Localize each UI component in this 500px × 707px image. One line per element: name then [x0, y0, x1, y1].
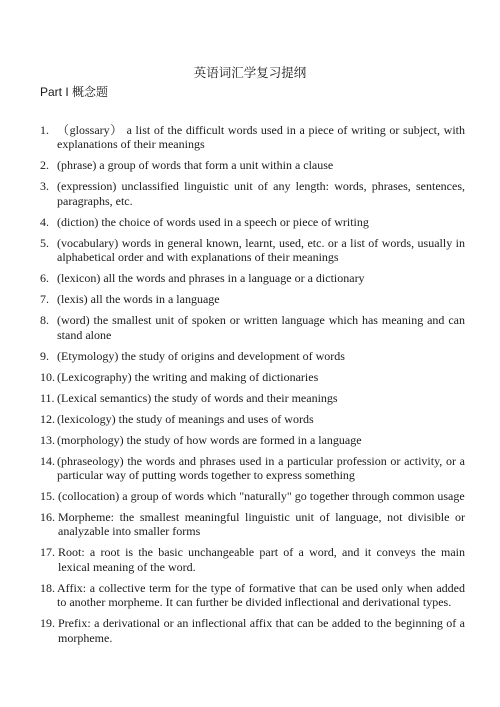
- item-text: Affix: a collective term for the type of formative that can be used only when added to another morpheme. It can further be divided inflectional and derivational types.: [57, 580, 465, 610]
- item-text: （glossary） a list of the difficult words used in a piece of writing or subject, with explanations of their meanings: [57, 123, 465, 152]
- list-item: [40, 412, 465, 426]
- item-number: 15.: [40, 489, 58, 504]
- item-text: (vocabulary) words in general known, learnt, used, etc. or a list of words, usually in alphabetical order and with explanations of their meanings: [57, 235, 465, 265]
- list-item: [40, 215, 465, 229]
- list-item: [40, 236, 465, 265]
- item-number: 10.: [40, 369, 55, 384]
- item-text: (morphology) the study of how words are formed in a language: [57, 432, 362, 447]
- list-item: [40, 313, 465, 342]
- item-number: 18.: [40, 580, 55, 595]
- list-item: [40, 349, 465, 363]
- list-item: [40, 370, 465, 384]
- item-text: (lexicon) all the words and phrases in a language or a dictionary: [57, 271, 365, 286]
- item-number: 16.: [40, 510, 58, 525]
- item-text: Morpheme: the smallest meaningful linguistic unit of language, not divisible or analyzable into smaller forms: [58, 510, 465, 539]
- list-item: [40, 292, 465, 306]
- list-item: [40, 545, 465, 574]
- item-text: (word) the smallest unit of spoken or written language which has meaning and can stand alone: [57, 313, 465, 342]
- item-number: 11.: [40, 390, 55, 405]
- item-number: 1.: [40, 123, 52, 137]
- item-text: Prefix: a derivational or an inflectional affix that can be added to the beginning of a morpheme.: [58, 616, 465, 645]
- item-text: (lexicology) the study of meanings and uses of words: [57, 411, 314, 426]
- list-item: [40, 179, 465, 208]
- item-number: 14.: [40, 453, 55, 468]
- list-item: [40, 489, 465, 503]
- list-item: [40, 158, 465, 172]
- item-number: 7.: [40, 292, 52, 307]
- item-number: 13.: [40, 432, 55, 447]
- item-text: (phrase) a group of words that form a unit within a clause: [57, 158, 334, 173]
- list-item: [40, 581, 465, 610]
- list-item: [40, 271, 465, 285]
- item-number: 12.: [40, 411, 55, 426]
- list-item: [40, 433, 465, 447]
- item-number: 9.: [40, 348, 52, 363]
- item-text: (Lexical semantics) the study of words and their meanings: [57, 390, 338, 405]
- item-number: 4.: [40, 214, 52, 229]
- item-text: (lexis) all the words in a language: [57, 292, 220, 307]
- list-item: [40, 123, 465, 152]
- item-text: (Etymology) the study of origins and development of words: [57, 348, 345, 363]
- item-number: 6.: [40, 271, 52, 286]
- page-title: 英语词汇学复习提纲: [193, 65, 307, 80]
- list-item: [40, 391, 465, 405]
- part-heading: Part I 概念题: [40, 85, 109, 99]
- item-number: 2.: [40, 158, 52, 173]
- list-item: [40, 616, 465, 645]
- item-text: (diction) the choice of words used in a speech or piece of writing: [57, 214, 369, 229]
- item-text: (phraseology) the words and phrases used in a particular profession or activity, or a particular way of putting words together to express something: [57, 453, 465, 483]
- item-text: (collocation) a group of words which "naturally" go together through common usage: [58, 489, 465, 504]
- list-item: [40, 510, 465, 539]
- item-number: 17.: [40, 545, 58, 560]
- definition-list: [40, 123, 465, 652]
- item-text: (Lexicography) the writing and making of dictionaries: [57, 369, 319, 384]
- item-text: (expression) unclassified linguistic unit of any length: words, phrases, sentences, paragraphs, etc.: [57, 179, 465, 208]
- list-item: [40, 454, 465, 483]
- item-text: Root: a root is the basic unchangeable part of a word, and it conveys the main lexical meaning of the word.: [58, 545, 465, 574]
- item-number: 19.: [40, 616, 58, 631]
- item-number: 5.: [40, 235, 52, 250]
- item-number: 3.: [40, 179, 52, 194]
- item-number: 8.: [40, 313, 52, 328]
